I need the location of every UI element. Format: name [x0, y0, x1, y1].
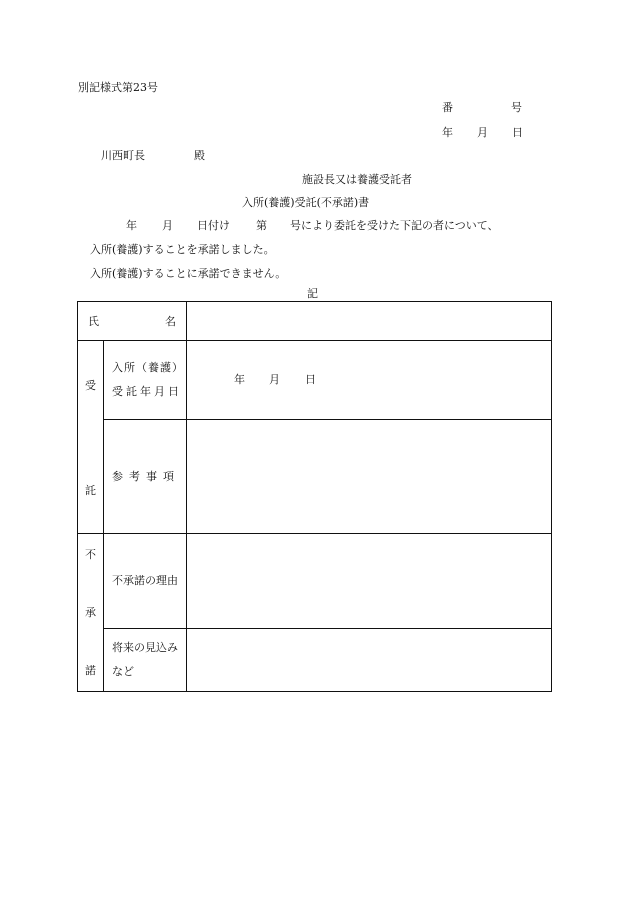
body-line1-month: 月 — [162, 219, 173, 232]
name-label-right: 名 — [165, 315, 176, 328]
accept-group-char-1: 受 — [85, 379, 96, 392]
body-line2: 入所(養護)することを承諾しました。 — [90, 243, 275, 256]
remarks-value-cell[interactable] — [187, 420, 552, 534]
addressee-honorific: 殿 — [194, 149, 205, 162]
body-line1-rest: 号により委託を受けた下記の者について、 — [290, 219, 499, 232]
accept-date-label-line2: 受託年月日 — [112, 385, 182, 399]
accept-date-label-line1: 入所（養護） — [112, 361, 184, 375]
reject-group-char-3: 諾 — [85, 664, 96, 677]
date-month-label: 月 — [477, 126, 488, 139]
accept-date-year: 年 — [234, 373, 245, 387]
accept-group-cell — [78, 341, 104, 534]
future-label-line1: 将来の見込み — [112, 641, 178, 654]
future-label-line2: など — [112, 665, 134, 678]
accept-date-month: 月 — [269, 373, 280, 387]
reject-reason-label: 不承諾の理由 — [112, 574, 178, 587]
reject-group-char-1: 不 — [85, 548, 96, 561]
date-day-label: 日 — [512, 126, 523, 139]
sender: 施設長又は養護受託者 — [302, 173, 412, 186]
accept-date-day: 日 — [305, 373, 316, 387]
accept-date-value-cell[interactable] — [187, 341, 552, 420]
form-number: 別記様式第23号 — [78, 81, 158, 94]
accept-date-label-cell — [104, 341, 187, 420]
number-label-right: 号 — [511, 101, 522, 114]
name-value-cell[interactable] — [187, 302, 552, 341]
reject-reason-label-cell — [104, 534, 187, 629]
future-value-cell[interactable] — [187, 629, 552, 692]
name-label-cell — [78, 302, 187, 341]
body-line3: 入所(養護)することに承諾できません。 — [90, 267, 287, 280]
form-table — [77, 301, 552, 692]
reject-group-cell — [78, 534, 104, 692]
body-line1-dated: 日付け — [197, 219, 230, 232]
reject-group-char-2: 承 — [85, 606, 96, 619]
future-label-cell — [104, 629, 187, 692]
accept-group-char-2: 託 — [85, 484, 96, 497]
reject-reason-value-cell[interactable] — [187, 534, 552, 629]
body-line1-year: 年 — [126, 219, 137, 232]
body-line1-dai: 第 — [256, 219, 267, 232]
number-label-left: 番 — [442, 101, 453, 114]
ki-label: 記 — [307, 287, 318, 300]
remarks-label: 参考事項 — [112, 469, 180, 483]
name-label-left: 氏 — [88, 315, 99, 328]
remarks-label-cell — [104, 420, 187, 534]
date-year-label: 年 — [442, 126, 453, 139]
doc-title: 入所(養護)受託(不承諾)書 — [242, 196, 370, 209]
addressee-name: 川西町長 — [101, 149, 145, 162]
